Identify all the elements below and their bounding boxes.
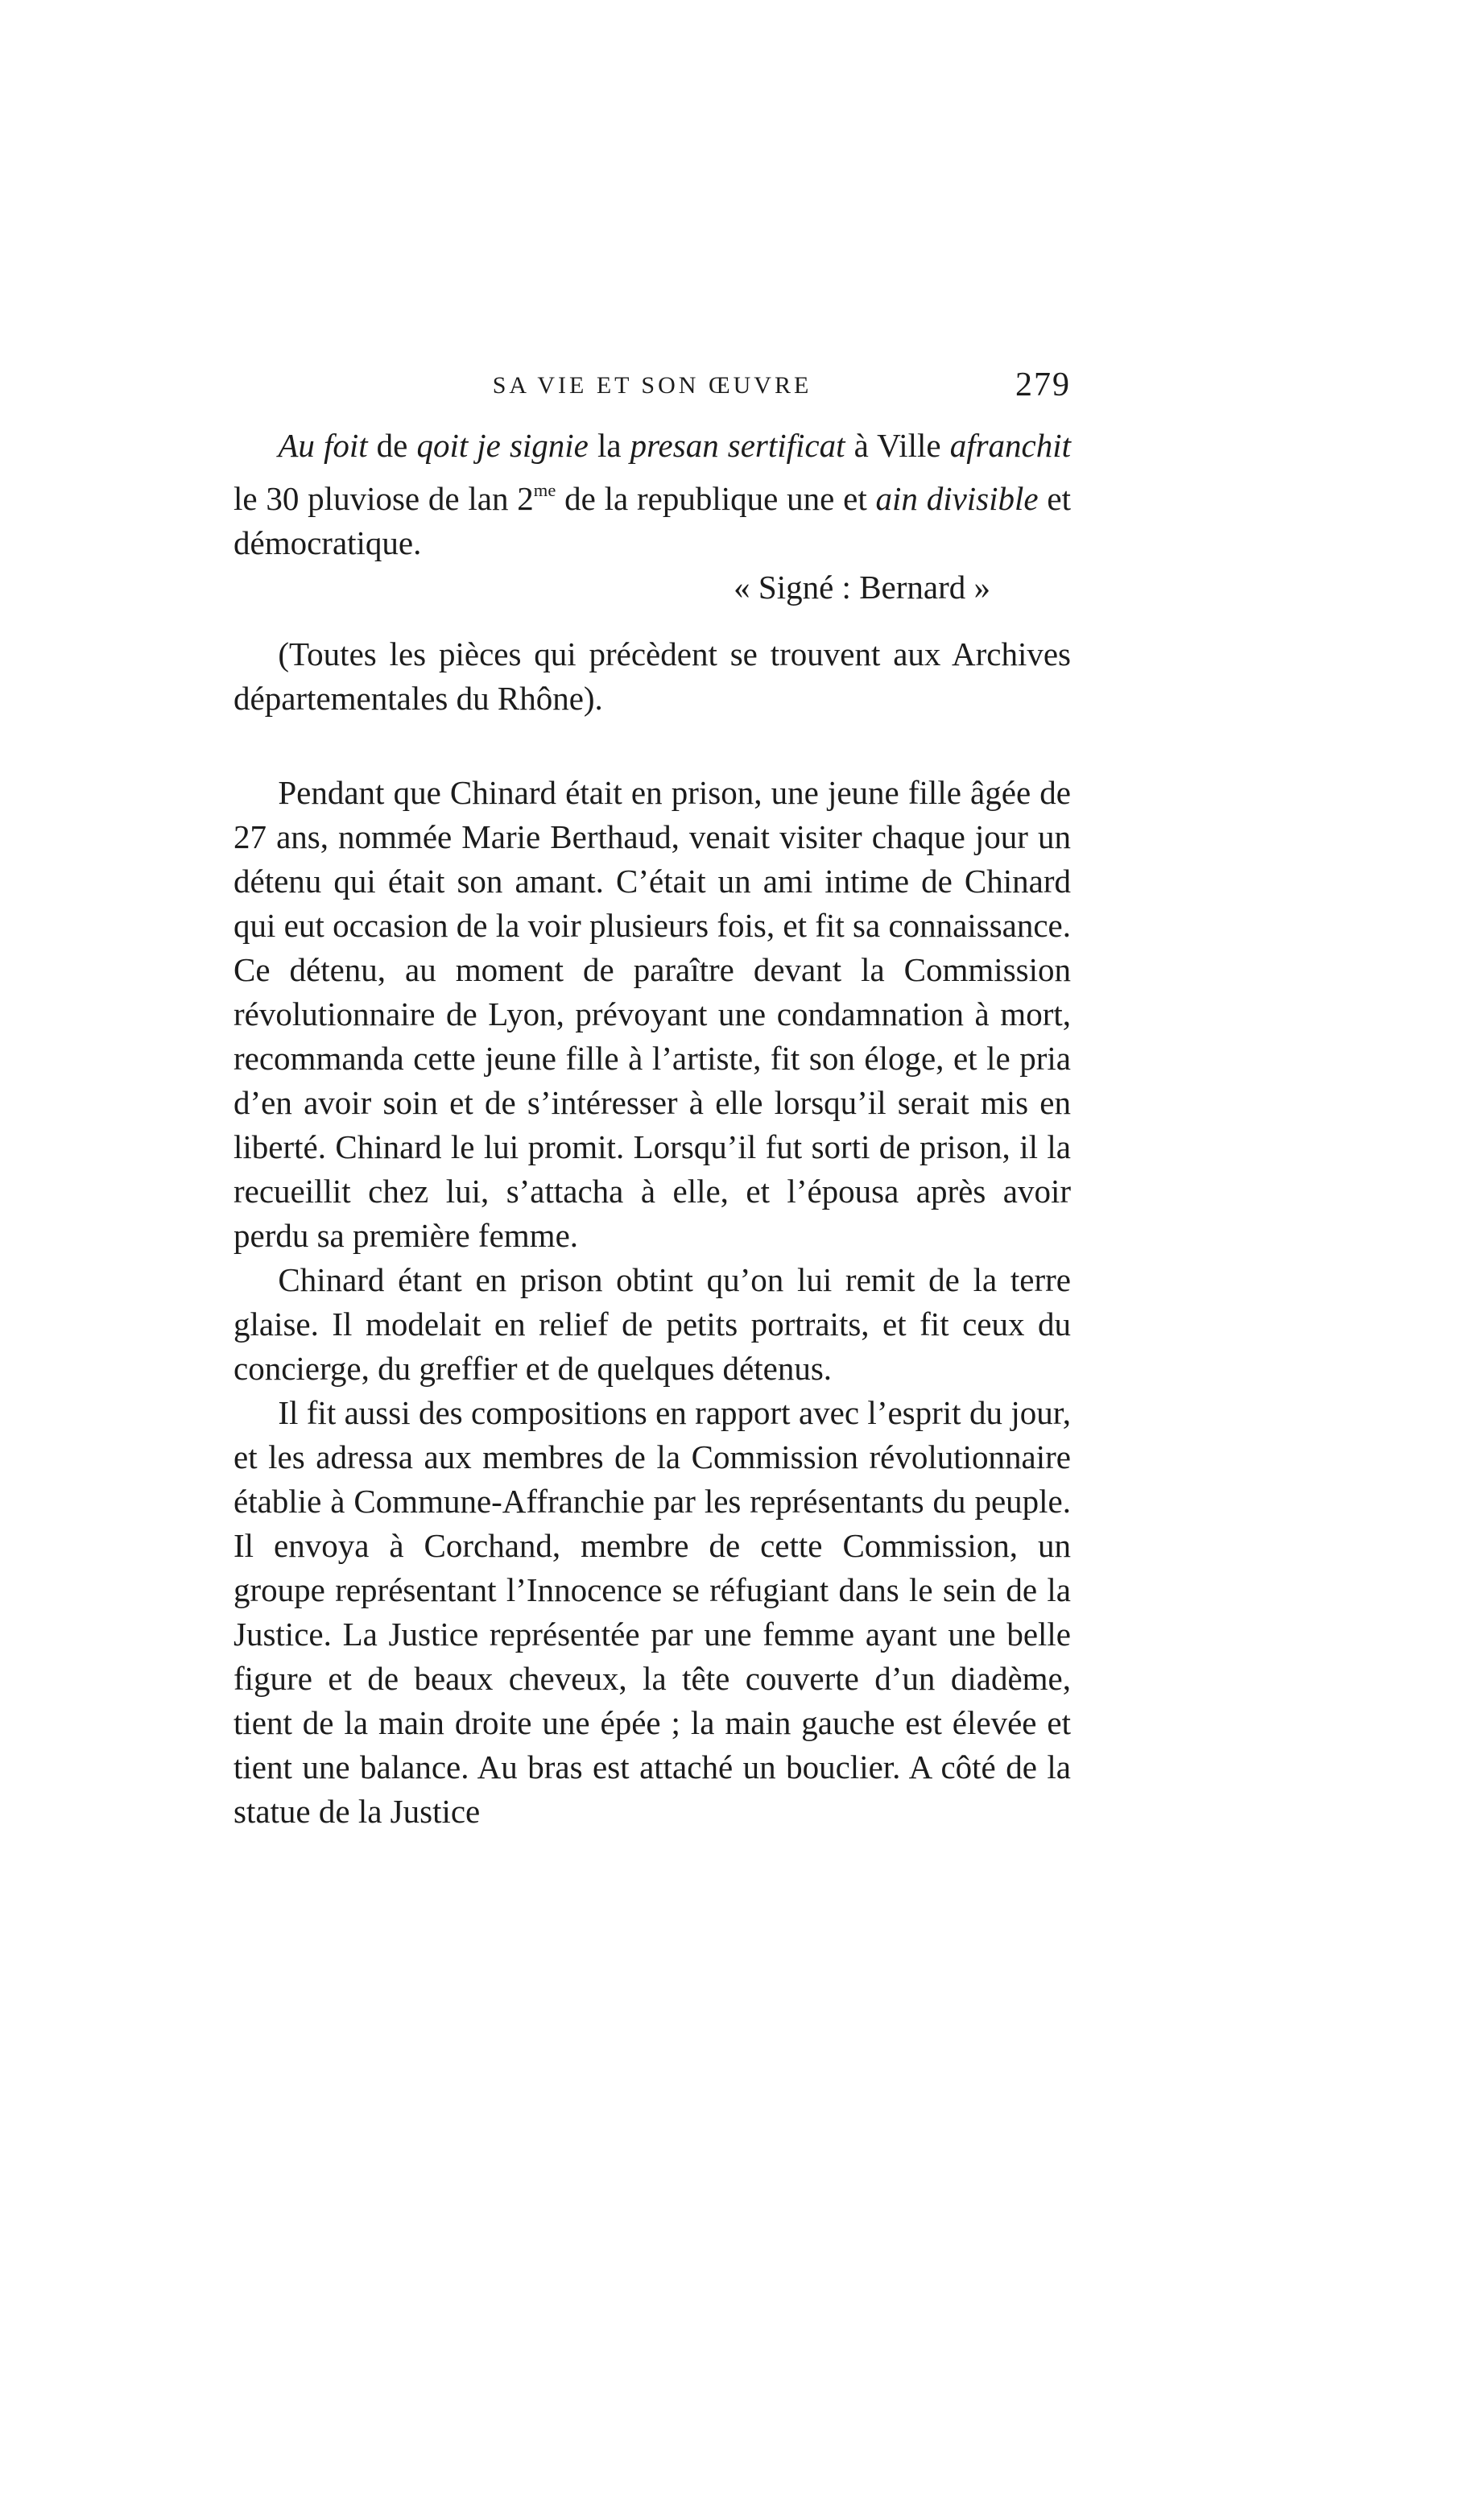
- certificate-word: la: [588, 427, 630, 464]
- page-number: 279: [1015, 366, 1071, 403]
- paragraph: Chinard étant en prison obtint qu’on lui remit de la terre glaise. Il modelait en relief de petits portraits, et fit ceux du concierge, du greffier et de quelques détenus.: [234, 1260, 1071, 1387]
- certificate-word: Au foit: [278, 427, 368, 464]
- signature: « Signé : Bernard »: [734, 568, 990, 606]
- certificate-word: à Ville: [845, 427, 950, 464]
- paragraph: Il fit aussi des compositions en rapport avec l’esprit du jour, et les adressa aux membres de la Commission révolutionnaire établie à Commune-Affranchie par les représentants du peuple. Il envoya à Corchand, membre de cette Commission, un groupe représentant l’Innocence se réfugiant dans le sein de la Justice. La Justice représentée par une femme ayant une belle figure et de beaux cheveux, la tête couverte d’un diadème, tient de la main droite une épée ; la main gauche est élevée et tient une balance. Au bras est attaché un bouclier. A côté de la statue de la Justice: [234, 1393, 1071, 1830]
- running-head: SA VIE ET SON ŒUVRE: [492, 372, 812, 399]
- certificate-word: et démocratique.: [234, 479, 1072, 561]
- superscript: me: [533, 480, 556, 500]
- certificate-word: le 30 pluviose de lan 2: [234, 479, 534, 517]
- certificate-word: ain divisible: [875, 479, 1039, 517]
- certificate-word: afranchit: [949, 427, 1072, 464]
- page-header: [234, 366, 1071, 414]
- certificate-text: [234, 424, 1071, 565]
- certificate-word: de: [367, 427, 417, 464]
- certificate-word: de la republique une et: [556, 479, 876, 517]
- body-text: [234, 424, 1071, 1834]
- source-note: (Toutes les pièces qui précèdent se trouvent aux Archives départementales du Rhône).: [234, 635, 1071, 717]
- paragraph: Pendant que Chinard était en prison, une jeune fille âgée de 27 ans, nommée Marie Berthaud, venait visiter chaque jour un détenu qui était son amant. C’était un ami intime de Chinard qui eut occasion de la voir plusieurs fois, et fit sa connaissance. Ce détenu, au moment de paraître devant la Commission révolutionnaire de Lyon, prévoyant une condamnation à mort, recommanda cette jeune fille à l’artiste, fit son éloge, et le pria d’en avoir soin et de s’intéresser à elle lorsqu’il serait mis en liberté. Chinard le lui promit. Lorsqu’il fut sorti de prison, il la recueillit chez lui, s’attacha à elle, et l’épousa après avoir perdu sa première femme.: [234, 773, 1071, 1254]
- certificate-word: qoit je signie: [416, 427, 589, 464]
- certificate-word: presan sertificat: [630, 427, 845, 464]
